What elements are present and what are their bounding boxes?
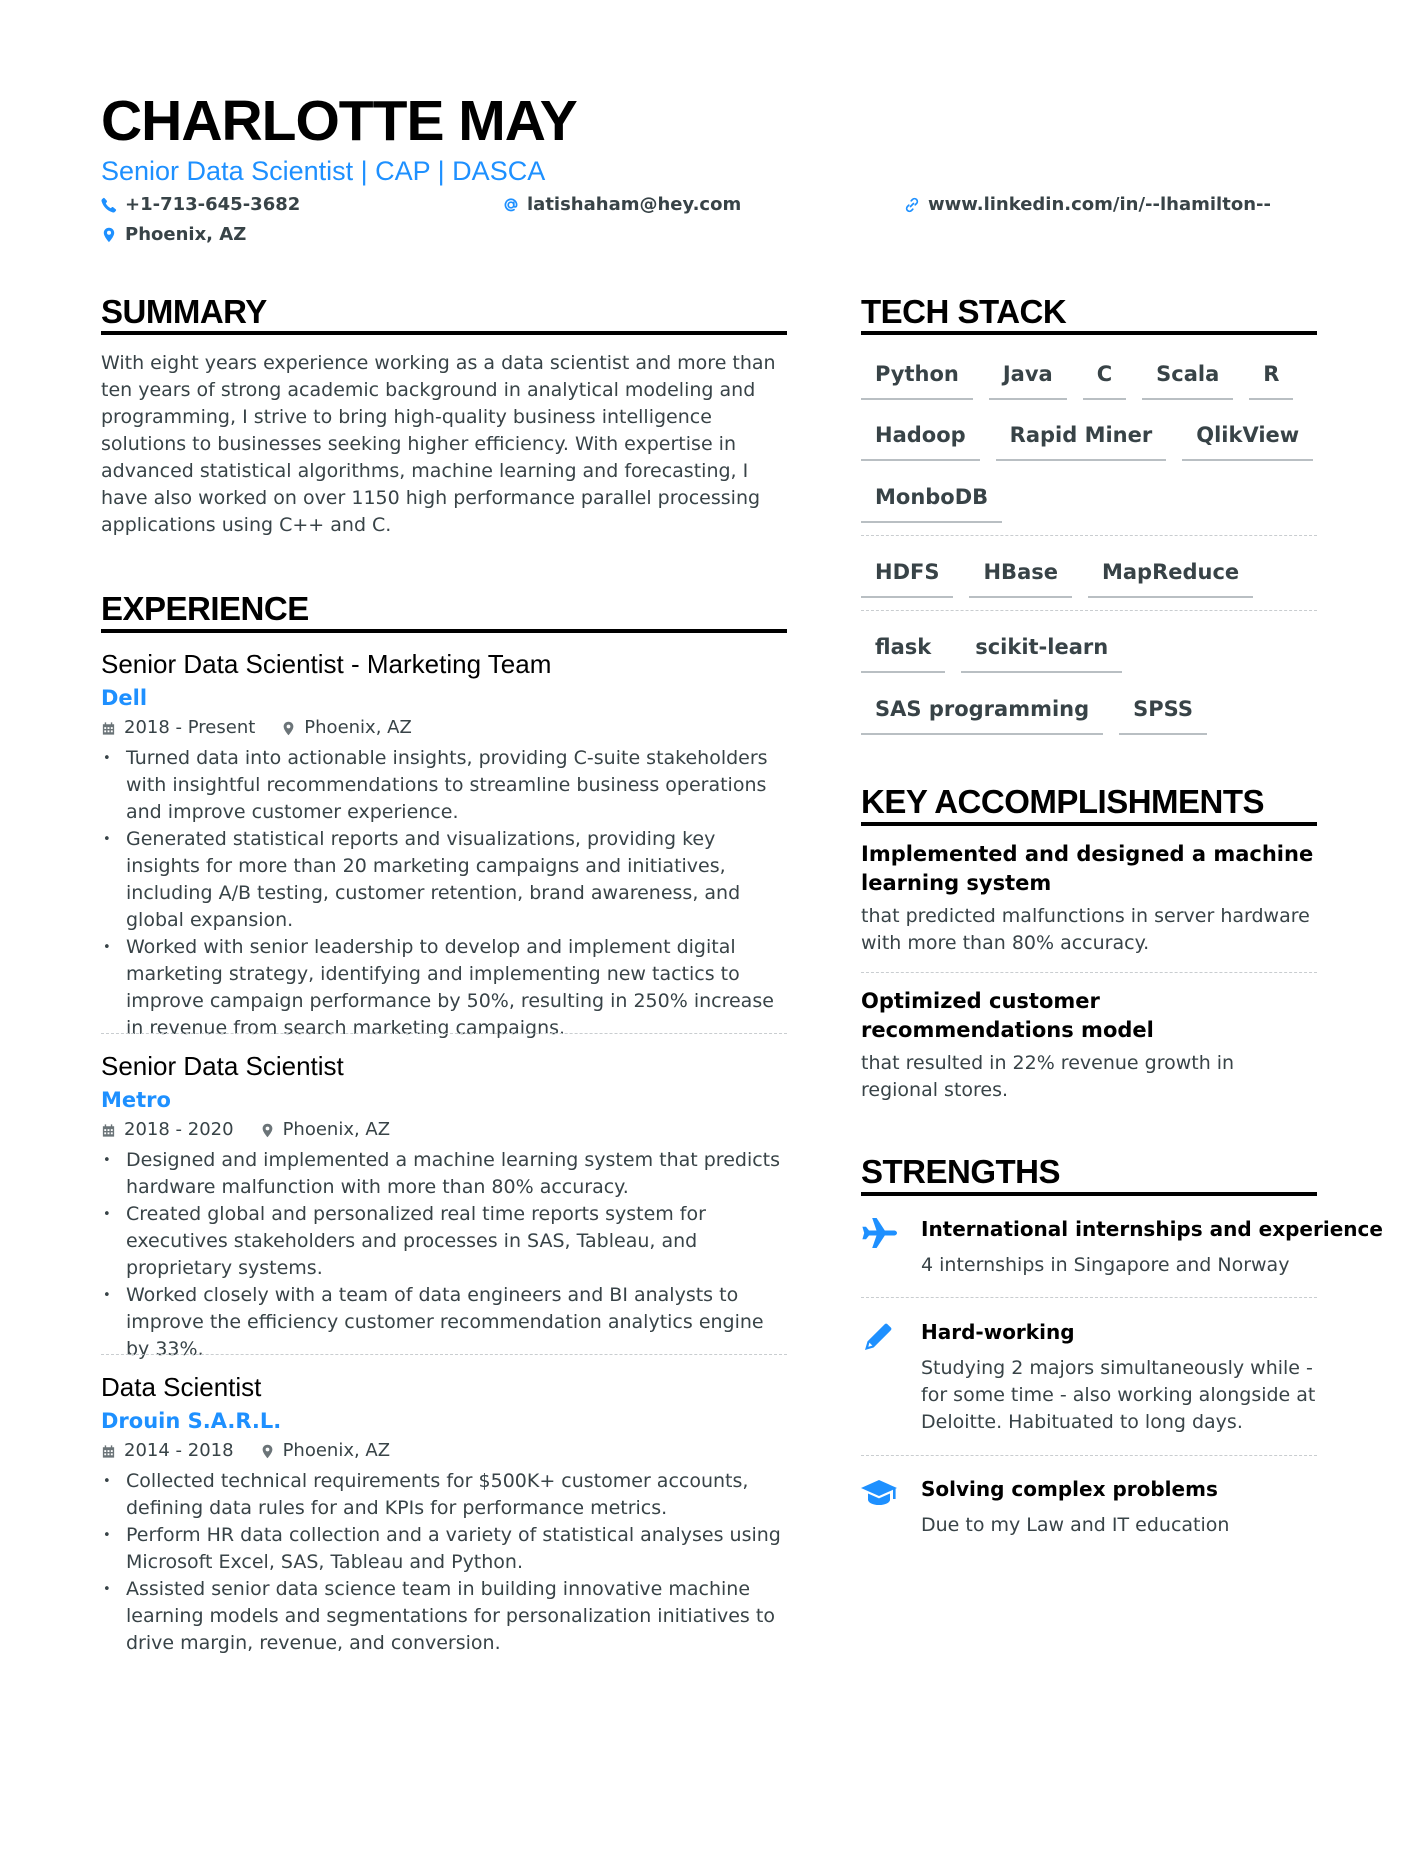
- email-text: latishaham@hey.com: [527, 194, 742, 215]
- tech-group-separator: [861, 610, 1317, 611]
- job-bullets: [101, 1468, 787, 1657]
- job-bullets: [101, 745, 787, 1042]
- job-title: Senior Data Scientist - Marketing Team: [101, 649, 552, 679]
- accomplishments-rule: [861, 822, 1317, 826]
- job-dates-text: 2014 - 2018: [124, 1440, 234, 1461]
- tech-tag: Java: [989, 360, 1067, 400]
- accomplishment-desc: that resulted in 22% revenue growth in regional stores.: [861, 1052, 1235, 1101]
- tech-tag: QlikView: [1182, 421, 1313, 461]
- job-location: [260, 1117, 391, 1143]
- at-sign-icon: [503, 197, 519, 213]
- tech-stack-heading: TECH STACK: [861, 293, 1067, 330]
- strength-title: Solving complex problems: [921, 1477, 1218, 1501]
- tech-tags-row: [861, 483, 1018, 523]
- contact-location: [101, 223, 246, 247]
- tech-tag: MapReduce: [1088, 558, 1253, 598]
- calendar-icon: [101, 721, 116, 736]
- job-bullet: • Designed and implemented a machine learning system that predicts hardware malfunction with more than 80% accuracy.: [101, 1147, 787, 1201]
- tech-tag: Python: [861, 360, 973, 400]
- accomplishment-title: Implemented and designed a machine learning system: [861, 842, 1314, 895]
- job-title: Senior Data Scientist: [101, 1051, 344, 1081]
- tech-tag: scikit-learn: [961, 633, 1122, 673]
- job-entry: [101, 647, 787, 1042]
- tech-stack-rule: [861, 331, 1317, 335]
- job-location-text: Phoenix, AZ: [282, 1440, 391, 1461]
- job-dates: [101, 715, 255, 741]
- tech-tags-row: [861, 360, 1309, 400]
- strength-item: [861, 1475, 1317, 1539]
- graduation-cap-icon: [861, 1477, 897, 1509]
- tech-group-separator: [861, 535, 1317, 536]
- tech-tag: Rapid Miner: [996, 421, 1167, 461]
- contact-email[interactable]: [503, 193, 741, 217]
- pencil-icon: [861, 1320, 897, 1352]
- job-meta: [101, 715, 787, 741]
- tech-tag: C: [1083, 360, 1126, 400]
- map-pin-icon: [101, 227, 117, 243]
- job-entry: [101, 1049, 787, 1363]
- strength-desc: Studying 2 majors simultaneously while - for some time - also working alongside at Deloitte. Habituated to long days.: [921, 1357, 1316, 1433]
- map-pin-icon: [281, 721, 296, 736]
- candidate-name: CHARLOTTE MAY: [101, 89, 577, 153]
- experience-heading: EXPERIENCE: [101, 590, 309, 627]
- job-bullet: • Generated statistical reports and visualizations, providing key insights for more than 20 marketing campaigns and initiatives, including A/B testing, customer retention, brand awareness, and global expansion.: [101, 826, 787, 934]
- strength-separator: [861, 1455, 1317, 1456]
- strengths-heading: STRENGTHS: [861, 1153, 1061, 1190]
- strength-item: [861, 1215, 1383, 1279]
- accomplishments-heading: KEY ACCOMPLISHMENTS: [861, 783, 1265, 820]
- job-bullet: • Assisted senior data science team in building innovative machine learning models and segmentations for personalization initiatives to drive margin, revenue, and conversion.: [101, 1576, 787, 1657]
- experience-rule: [101, 629, 787, 633]
- tech-tag: Hadoop: [861, 421, 980, 461]
- accomplishment-desc: that predicted malfunctions in server hardware with more than 80% accuracy.: [861, 905, 1310, 954]
- job-company: Drouin S.A.R.L.: [101, 1409, 282, 1433]
- strength-separator: [861, 1297, 1317, 1298]
- tech-tag: MonboDB: [861, 483, 1002, 523]
- phone-icon: [101, 197, 117, 213]
- job-bullet: • Worked closely with a team of data engineers and BI analysts to improve the efficiency customer recommendation analytics engine by 33%.: [101, 1282, 787, 1363]
- job-entry: [101, 1370, 787, 1657]
- job-dates: [101, 1117, 234, 1143]
- linkedin-text: www.linkedin.com/in/--lhamilton--: [928, 194, 1271, 215]
- job-dates-text: 2018 - 2020: [124, 1119, 234, 1140]
- strength-desc: Due to my Law and IT education: [921, 1514, 1230, 1536]
- job-bullet: • Turned data into actionable insights, providing C-suite stakeholders with insightful recommendations to streamline business operations and improve customer experience.: [101, 745, 787, 826]
- tech-tag: SPSS: [1119, 695, 1207, 735]
- job-location-text: Phoenix, AZ: [304, 717, 412, 738]
- job-separator: [101, 1354, 787, 1355]
- job-bullets: [101, 1147, 787, 1363]
- job-bullet: • Created global and personalized real time reports system for executives stakeholders and processes in SAS, Tableau, and proprietary systems.: [101, 1201, 787, 1282]
- tech-tag: R: [1249, 360, 1293, 400]
- calendar-icon: [101, 1444, 116, 1459]
- accomplishment-separator: [861, 972, 1317, 973]
- tech-tags-row: [861, 558, 1269, 598]
- strength-desc: 4 internships in Singapore and Norway: [921, 1254, 1290, 1276]
- job-separator: [101, 1033, 787, 1034]
- strength-item: [861, 1318, 1317, 1436]
- job-location: [281, 715, 412, 741]
- summary-text: With eight years experience working as a data scientist and more than ten years of strong academic background in analytical modeling and programming, I strive to bring high-quality business intelligence solutions to businesses seeking higher efficiency. With expertise in advanced statistical algorithms, machine learning and forecasting, I have also worked on over 1150 high performance parallel processing applications using C++ and C.: [101, 352, 776, 536]
- job-location-text: Phoenix, AZ: [282, 1119, 391, 1140]
- tech-tags-row: [861, 633, 1138, 673]
- map-pin-icon: [260, 1123, 275, 1138]
- job-title: Data Scientist: [101, 1372, 262, 1402]
- phone-text: +1-713-645-3682: [125, 194, 301, 215]
- candidate-subtitle: Senior Data Scientist | CAP | DASCA: [101, 156, 546, 186]
- tech-tags-row: [861, 421, 1329, 461]
- strength-title: International internships and experience: [921, 1217, 1383, 1241]
- job-dates-text: 2018 - Present: [124, 717, 256, 738]
- calendar-icon: [101, 1123, 116, 1138]
- contact-linkedin[interactable]: [904, 193, 1271, 217]
- job-location: [260, 1438, 391, 1464]
- location-text: Phoenix, AZ: [125, 224, 247, 245]
- job-dates: [101, 1438, 234, 1464]
- tech-tag: SAS programming: [861, 695, 1103, 735]
- job-company: Dell: [101, 686, 148, 710]
- summary-heading: SUMMARY: [101, 293, 267, 330]
- accomplishment-item: [861, 987, 1317, 1104]
- contact-phone: [101, 193, 300, 217]
- accomplishment-item: [861, 840, 1317, 957]
- accomplishment-title: Optimized customer recommendations model: [861, 989, 1154, 1042]
- job-bullet: • Perform HR data collection and a variety of statistical analyses using Microsoft Excel, SAS, Tableau and Python.: [101, 1522, 787, 1576]
- map-pin-icon: [260, 1444, 275, 1459]
- tech-tag: Scala: [1142, 360, 1233, 400]
- tech-tag: HBase: [969, 558, 1072, 598]
- tech-tag: flask: [861, 633, 945, 673]
- link-icon: [904, 197, 920, 213]
- job-meta: [101, 1117, 787, 1143]
- airplane-icon: [861, 1217, 897, 1249]
- job-meta: [101, 1438, 787, 1464]
- tech-tag: HDFS: [861, 558, 953, 598]
- strength-title: Hard-working: [921, 1320, 1075, 1344]
- job-bullet: • Worked with senior leadership to develop and implement digital marketing strategy, identifying and implementing new tactics to improve campaign performance by 50%, resulting in 250% increase in revenue from search marketing campaigns.: [101, 934, 787, 1042]
- tech-tags-row: [861, 695, 1223, 735]
- summary-rule: [101, 331, 787, 335]
- strengths-rule: [861, 1192, 1317, 1196]
- job-bullet: • Collected technical requirements for $500K+ customer accounts, defining data rules for and KPIs for performance metrics.: [101, 1468, 787, 1522]
- job-company: Metro: [101, 1088, 171, 1112]
